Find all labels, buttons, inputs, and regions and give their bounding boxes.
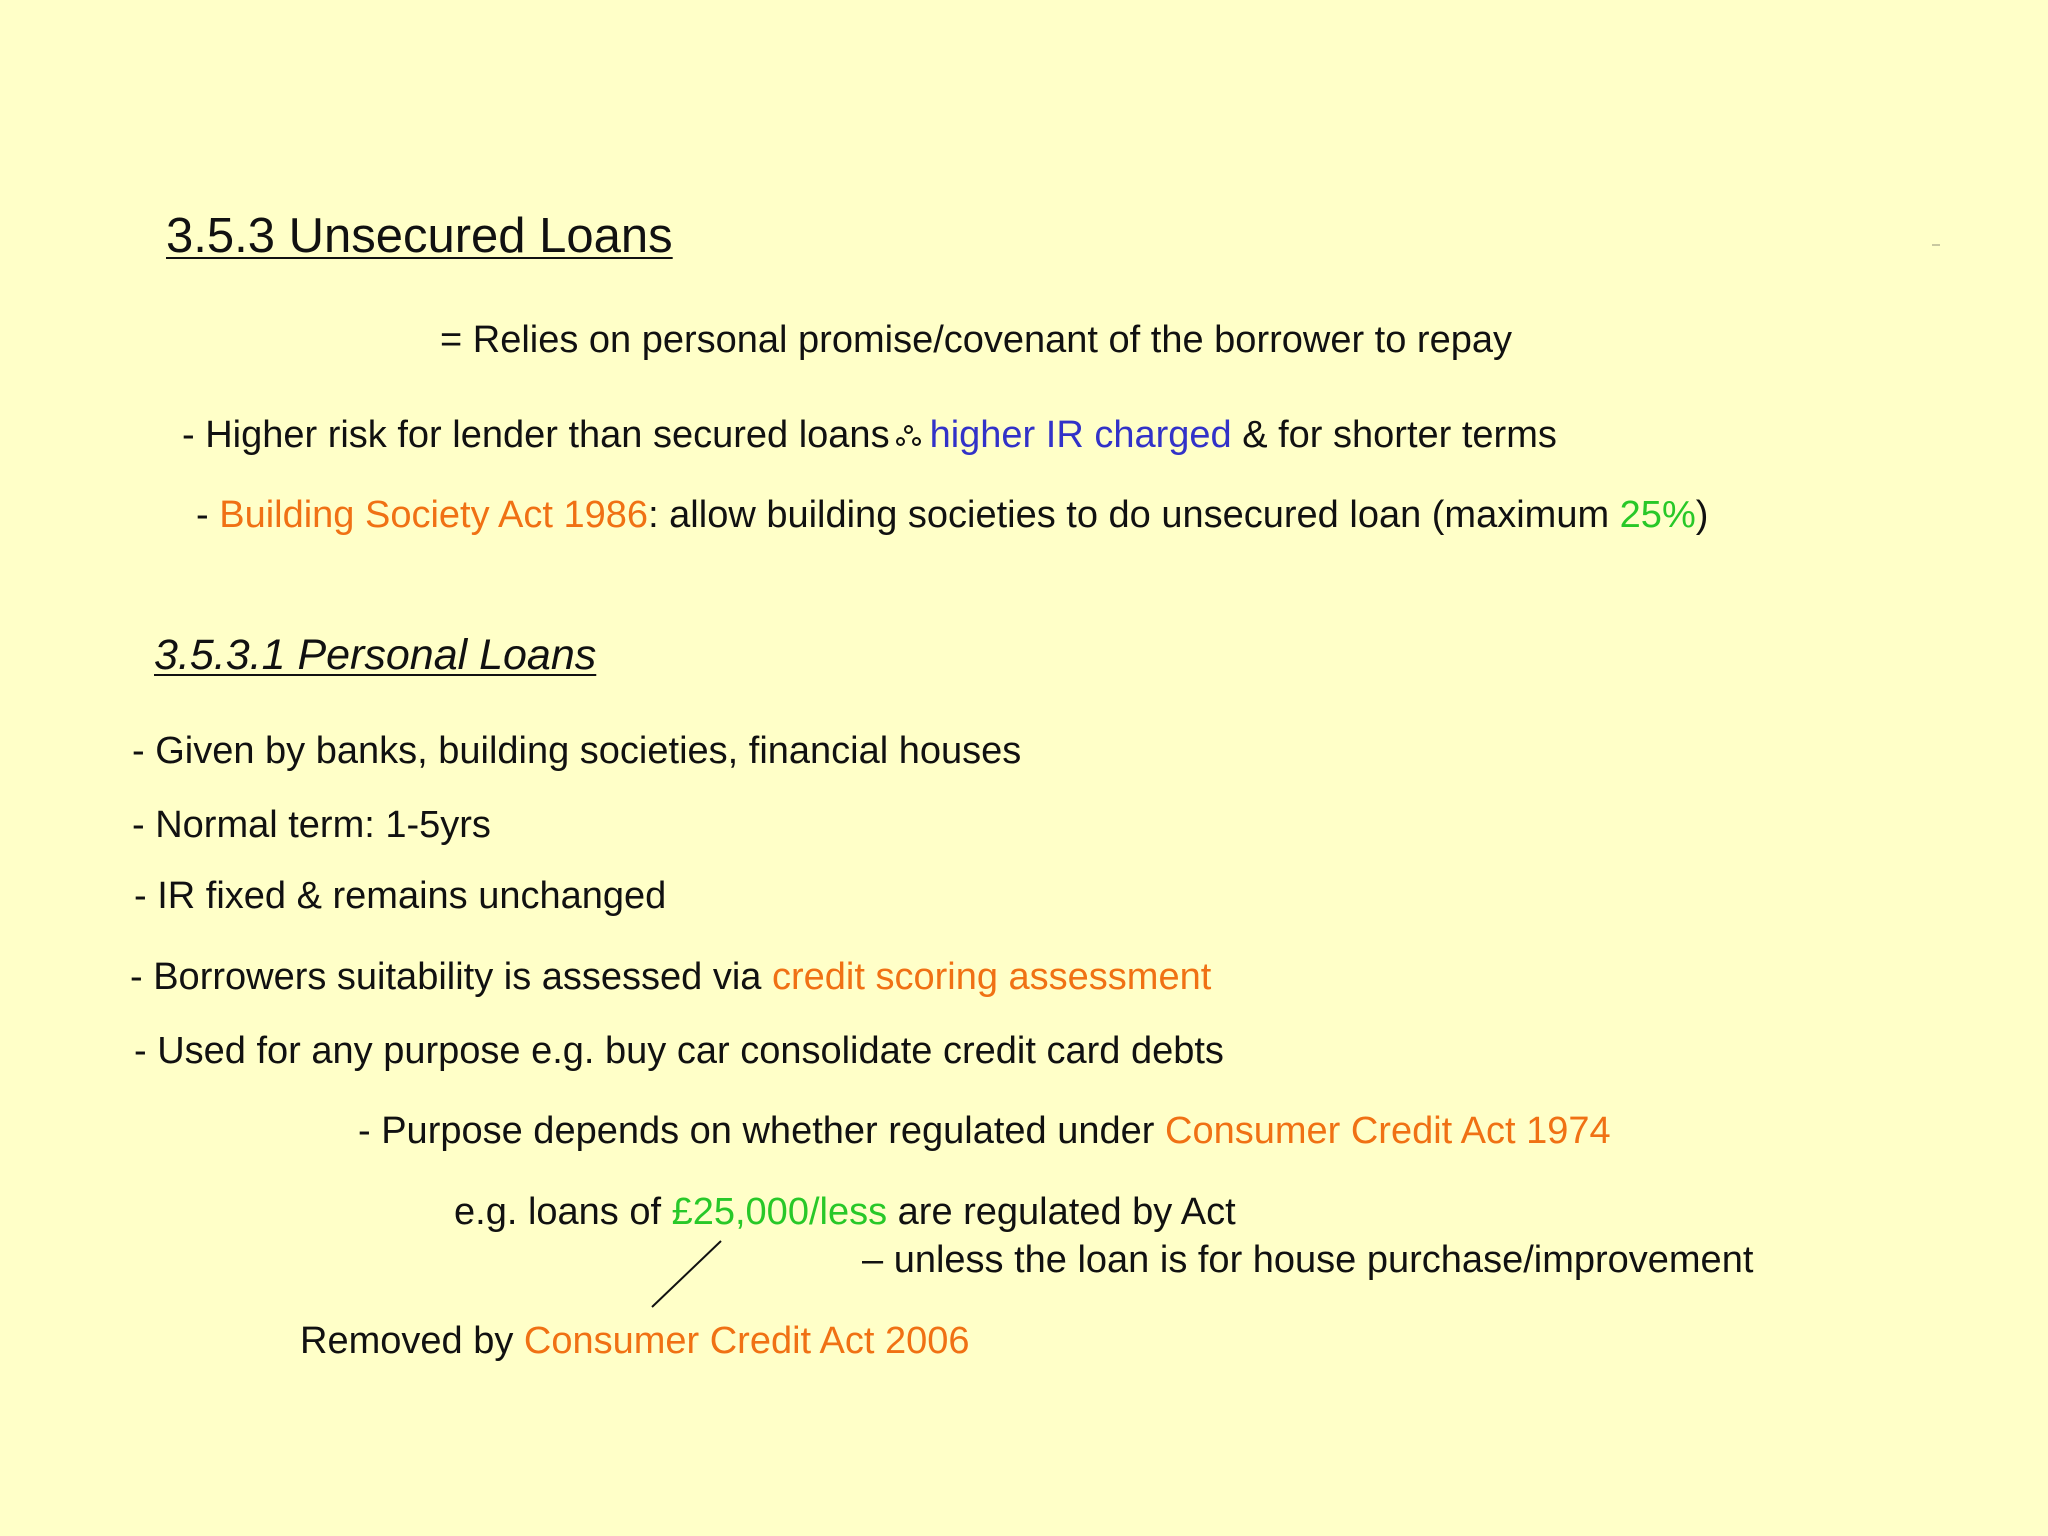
purpose-item: - Used for any purpose e.g. buy car consolidate credit card debts xyxy=(134,1030,1224,1072)
example-suffix: are regulated by Act xyxy=(887,1191,1236,1233)
maximum-percent: 25% xyxy=(1619,494,1696,536)
removed-prefix: Removed by xyxy=(300,1320,524,1362)
higher-ir-highlight: higher IR charged xyxy=(929,414,1232,456)
risk-suffix: & for shorter terms xyxy=(1231,414,1557,456)
removed-line xyxy=(300,1318,970,1364)
bs-suffix: ) xyxy=(1695,494,1709,536)
risk-prefix: - Higher risk for lender than secured loans xyxy=(182,414,890,456)
given-by-item: - Given by banks, building societies, financial houses xyxy=(132,730,1022,772)
suitability-prefix: - Borrowers suitability is assessed via xyxy=(130,956,772,998)
unless-line: – unless the loan is for house purchase/improvement xyxy=(862,1239,1754,1281)
definition-text: = Relies on personal promise/covenant of the borrower to repay xyxy=(440,319,1512,361)
example-prefix: e.g. loans of xyxy=(454,1191,672,1233)
regulated-prefix: - Purpose depends on whether regulated under xyxy=(358,1110,1165,1152)
bs-middle: : allow building societies to do unsecured loan (maximum xyxy=(648,494,1620,536)
bs-prefix: - xyxy=(196,494,220,536)
ir-fixed-item: - IR fixed & remains unchanged xyxy=(134,875,667,917)
building-society-act: Building Society Act 1986 xyxy=(219,494,649,536)
consumer-credit-act-1974: Consumer Credit Act 1974 xyxy=(1165,1110,1611,1152)
normal-term-item: - Normal term: 1-5yrs xyxy=(132,804,491,846)
consumer-credit-act-2006: Consumer Credit Act 2006 xyxy=(523,1320,970,1362)
corner-mark xyxy=(1932,244,1940,246)
loan-amount: £25,000/less xyxy=(671,1191,888,1233)
slide-title: 3.5.3 Unsecured Loans xyxy=(166,209,673,263)
credit-scoring-highlight: credit scoring assessment xyxy=(772,956,1212,998)
section-subtitle: 3.5.3.1 Personal Loans xyxy=(154,631,597,679)
